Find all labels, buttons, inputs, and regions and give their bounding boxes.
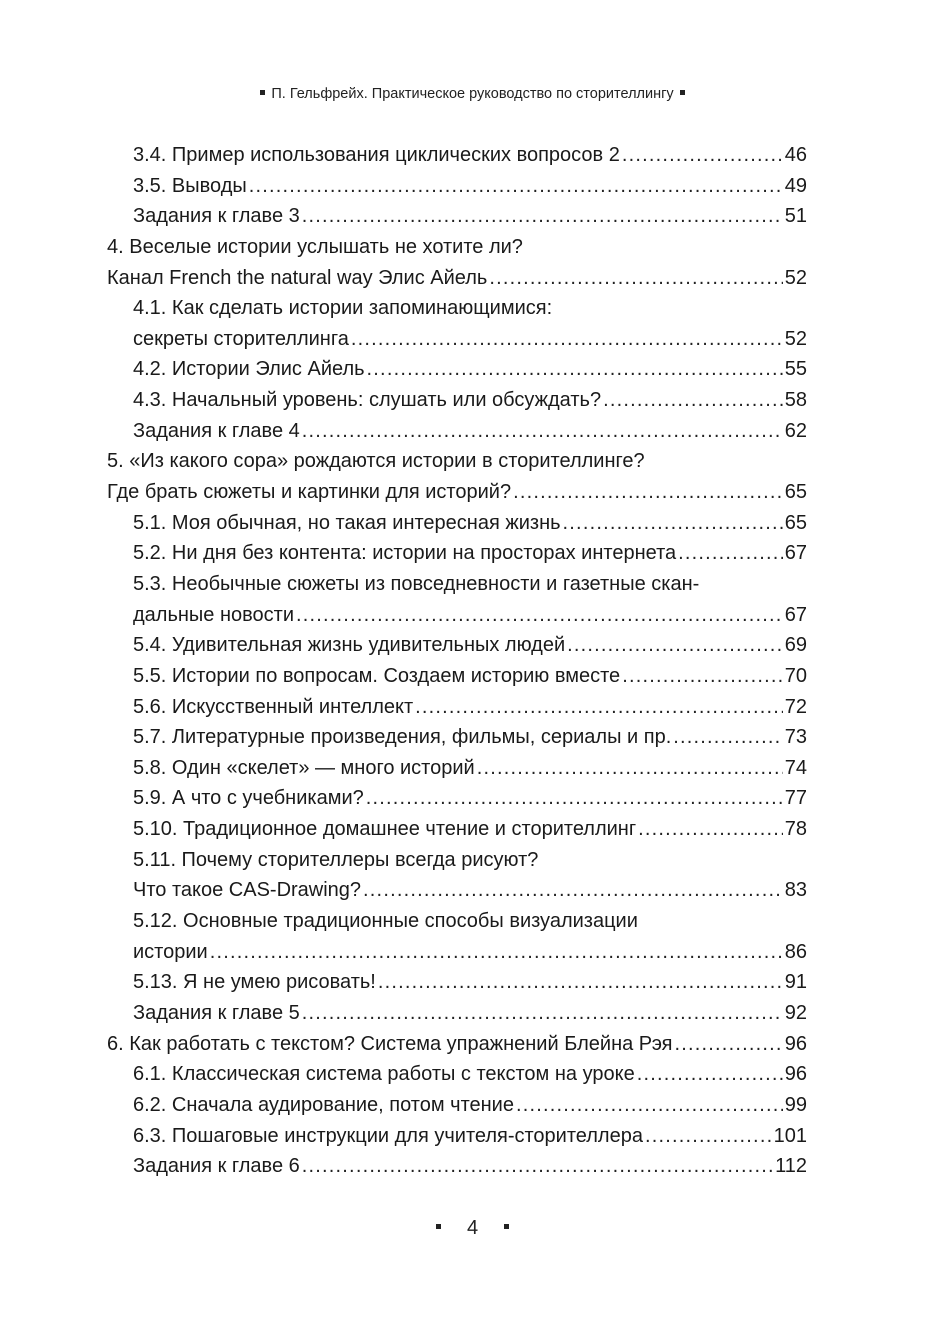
toc-entry[interactable] [107,477,807,508]
toc-entry[interactable] [107,385,807,416]
dot-leader [378,967,783,998]
toc-entry-page: 86 [784,940,807,963]
toc-entry[interactable] [107,600,807,631]
dot-leader [477,753,783,784]
toc-entry[interactable] [107,508,807,539]
running-header [0,86,945,102]
toc-entry[interactable] [107,263,807,294]
toc-entry-title: 5.6. Искусственный интеллект [133,695,414,718]
dot-leader [622,661,783,692]
dot-leader [638,814,783,845]
toc-entry-title: Задания к главе 5 [133,1001,300,1024]
dot-leader [637,1059,783,1090]
toc-entry[interactable] [107,324,807,355]
toc-entry-page: 55 [784,358,807,381]
toc-entry-title: 5. «Из какого сора» рождаются истории в сторителлинге? [107,450,645,473]
dot-leader [673,722,782,753]
toc-entry[interactable] [107,538,807,569]
toc-entry-page: 67 [784,603,807,626]
dot-leader [366,783,783,814]
dot-leader [351,324,783,355]
toc-entry-title: 4.3. Начальный уровень: слушать или обсуждать? [133,389,602,412]
toc-entry[interactable] [107,569,807,600]
toc-entry[interactable] [107,416,807,447]
toc-entry-page: 72 [784,695,807,718]
toc-entry[interactable] [107,967,807,998]
toc-entry[interactable] [107,1029,807,1060]
toc-entry[interactable] [107,1090,807,1121]
toc-entry-title: Где брать сюжеты и картинки для историй? [107,481,512,504]
toc-entry[interactable] [107,875,807,906]
dot-leader [302,416,783,447]
toc-entry-page: 70 [784,664,807,687]
toc-entry-title: Задания к главе 3 [133,205,300,228]
page-footer [0,1217,945,1240]
toc-entry-title: Что такое CAS-Drawing? [133,879,362,902]
toc-entry-page: 73 [784,726,807,749]
toc-entry-page: 65 [784,481,807,504]
dot-leader [516,1090,783,1121]
dot-leader [622,140,783,171]
toc-entry-page: 58 [784,389,807,412]
toc-entry-page: 52 [784,266,807,289]
toc-entry[interactable] [107,1059,807,1090]
toc-entry-page: 52 [784,327,807,350]
toc-entry-title: 5.7. Литературные произведения, фильмы, сериалы и пр. [133,726,672,749]
toc-entry-page: 96 [784,1032,807,1055]
toc-entry-page: 99 [784,1093,807,1116]
toc-entry-page: 69 [784,634,807,657]
dot-leader [415,692,783,723]
toc-entry-title: 5.1. Моя обычная, но такая интересная жизнь [133,511,561,534]
toc-entry[interactable] [107,661,807,692]
table-of-contents [107,140,807,1182]
dot-leader [567,630,783,661]
toc-entry-title: 4.1. Как сделать истории запоминающимися: [133,297,553,320]
toc-entry-title: 5.11. Почему сторителлеры всегда рисуют? [133,848,539,871]
dot-leader [363,875,783,906]
dot-leader [210,937,783,968]
running-header-text: П. Гельфрейх. Практическое руководство по сторителлингу [271,86,674,102]
toc-entry-title: Задания к главе 4 [133,419,300,442]
toc-entry-page: 101 [773,1124,807,1147]
toc-entry-title: 5.3. Необычные сюжеты из повседневности и газетные скан- [133,572,700,595]
toc-entry-title: 3.4. Пример использования циклических вопросов 2 [133,144,620,166]
square-bullet-icon [504,1224,509,1229]
toc-entry-title: 5.8. Один «скелет» — много историй [133,756,475,779]
toc-entry-page: 62 [784,419,807,442]
toc-entry[interactable] [107,232,807,263]
toc-entry-title: 4.2. Истории Элис Айель [133,358,365,381]
square-bullet-icon [260,90,265,95]
toc-entry[interactable] [107,906,807,937]
dot-leader [302,1151,773,1182]
toc-entry[interactable] [107,1121,807,1152]
toc-entry[interactable] [107,753,807,784]
dot-leader [249,171,783,202]
toc-entry[interactable] [107,201,807,232]
toc-entry-page: 51 [784,205,807,228]
toc-entry-title: 6.3. Пошаговые инструкции для учителя-сторителлера [133,1124,643,1147]
toc-entry-page: 83 [784,879,807,902]
toc-entry[interactable] [107,998,807,1029]
toc-entry[interactable] [107,814,807,845]
toc-entry-page: 65 [784,511,807,534]
dot-leader [563,508,783,539]
page-number: 4 [466,1217,479,1239]
toc-entry[interactable] [107,446,807,477]
toc-entry-title: 4. Веселые истории услышать не хотите ли? [107,235,523,258]
toc-entry[interactable] [107,692,807,723]
toc-entry-title: 6.1. Классическая система работы с текстом на уроке [133,1063,635,1086]
toc-entry-title: 5.9. А что с учебниками? [133,787,364,810]
toc-entry[interactable] [107,140,807,171]
toc-entry[interactable] [107,171,807,202]
dot-leader [489,263,782,294]
toc-entry[interactable] [107,630,807,661]
square-bullet-icon [680,90,685,95]
toc-entry[interactable] [107,783,807,814]
dot-leader [603,385,783,416]
toc-entry-title: Задания к главе 6 [133,1155,300,1178]
toc-entry-page: 78 [784,818,807,841]
toc-entry[interactable] [107,293,807,324]
toc-entry-page: 92 [784,1001,807,1024]
toc-entry-title: Канал French the natural way Элис Айель [107,266,488,289]
toc-entry-page: 67 [784,542,807,565]
toc-entry-title: секреты сторителлинга [133,327,349,350]
dot-leader [678,538,783,569]
toc-entry[interactable] [107,937,807,968]
toc-entry-title: 5.2. Ни дня без контента: истории на просторах интернета [133,542,677,565]
toc-entry[interactable] [107,354,807,385]
toc-entry-page: 96 [784,1063,807,1086]
dot-leader [675,1029,783,1060]
toc-entry-page: 112 [775,1155,807,1178]
toc-entry-title: 5.13. Я не умею рисовать! [133,971,376,994]
dot-leader [302,998,783,1029]
toc-entry-page: 74 [784,756,807,779]
toc-entry-page: 91 [784,971,807,994]
toc-entry-title: 6. Как работать с текстом? Система упражнений Блейна Рэя [107,1032,673,1055]
toc-entry[interactable] [107,1151,807,1182]
toc-entry-title: 5.12. Основные традиционные способы визуализации [133,910,638,933]
dot-leader [296,600,783,631]
toc-entry-title: 3.5. Выводы [133,174,247,197]
dot-leader [302,201,783,232]
toc-entry-title: 5.10. Традиционное домашнее чтение и сторителлинг [133,818,637,841]
toc-entry-title: 5.5. Истории по вопросам. Создаем историю вместе [133,664,621,687]
toc-entry-title: дальные новости [133,603,295,626]
square-bullet-icon [436,1224,441,1229]
toc-entry[interactable] [107,845,807,876]
toc-entry-title: 5.4. Удивительная жизнь удивительных людей [133,634,566,657]
toc-entry-page: 49 [784,174,807,197]
dot-leader [645,1121,772,1152]
toc-entry-title: 6.2. Сначала аудирование, потом чтение [133,1093,514,1116]
toc-entry-page: 77 [784,787,807,810]
toc-entry[interactable] [107,722,807,753]
toc-entry-title: истории [133,940,208,963]
dot-leader [513,477,783,508]
toc-entry-page: 46 [784,144,807,166]
dot-leader [367,354,783,385]
